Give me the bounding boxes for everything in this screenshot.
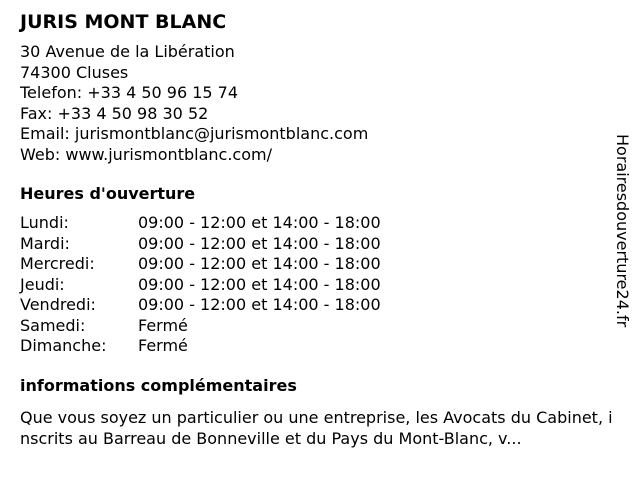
hours-row-sunday xyxy=(20,336,610,357)
email-line: Email: jurismontblanc@jurismontblanc.com xyxy=(20,124,369,143)
hours-day-label: Samedi: xyxy=(20,315,86,335)
hours-day-label: Vendredi: xyxy=(20,295,96,314)
hours-time-value: 09:00 - 12:00 et 14:00 - 18:00 xyxy=(138,274,381,294)
hours-time-value: Fermé xyxy=(138,336,188,355)
fax-line: Fax: +33 4 50 98 30 52 xyxy=(20,103,209,123)
opening-hours-heading: Heures d'ouverture xyxy=(20,184,196,203)
hours-row-friday xyxy=(20,295,610,316)
hours-row-saturday xyxy=(20,316,610,337)
hours-day-label: Dimanche: xyxy=(20,336,107,355)
hours-day-label: Mercredi: xyxy=(20,254,95,273)
hours-day-label: Jeudi: xyxy=(20,274,65,294)
business-card xyxy=(20,10,613,449)
hours-time-value: Fermé xyxy=(138,315,188,335)
business-name: JURIS MONT BLANC xyxy=(20,11,227,33)
address-city: 74300 Cluses xyxy=(20,62,129,82)
contact-block xyxy=(20,42,610,165)
hours-row-tuesday xyxy=(20,234,610,255)
hours-row-monday xyxy=(20,213,610,234)
hours-time-value: 09:00 - 12:00 et 14:00 - 18:00 xyxy=(138,295,381,314)
site-watermark-text: Horairesdouverture24.fr xyxy=(613,134,632,328)
hours-row-wednesday xyxy=(20,254,610,275)
site-watermark xyxy=(608,134,638,344)
web-line: Web: www.jurismontblanc.com/ xyxy=(20,144,272,164)
hours-day-label: Lundi: xyxy=(20,213,69,232)
hours-time-value: 09:00 - 12:00 et 14:00 - 18:00 xyxy=(138,233,381,253)
opening-hours-table xyxy=(20,213,610,357)
hours-time-value: 09:00 - 12:00 et 14:00 - 18:00 xyxy=(138,254,381,273)
hours-row-thursday xyxy=(20,275,610,296)
additional-info-text: Que vous soyez un particulier ou une entreprise, les Avocats du Cabinet, inscrits au Barreau de Bonneville et du Pays du Mont-Blanc, v... xyxy=(20,407,613,448)
hours-time-value: 09:00 - 12:00 et 14:00 - 18:00 xyxy=(138,213,381,232)
hours-day-label: Mardi: xyxy=(20,233,70,253)
address-street: 30 Avenue de la Libération xyxy=(20,42,235,61)
additional-info-heading: informations complémentaires xyxy=(20,375,297,395)
phone-line: Telefon: +33 4 50 96 15 74 xyxy=(20,83,239,102)
